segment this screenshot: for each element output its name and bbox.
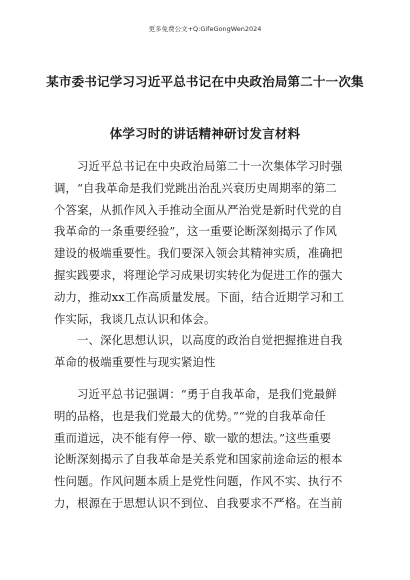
- paragraph-line: 明的品格，也是我们党最大的优势。”“党的自我革命任: [54, 408, 326, 423]
- document-body: [54, 156, 364, 515]
- paragraph-line: 个答案，从抓作风入手推动全面从严治党是新时代党的自: [54, 202, 343, 217]
- section-heading-line: 一、深化思想认识，以高度的政治自觉把握推进自我: [77, 333, 343, 348]
- paragraph-line: 建设的极端重要性。我们要深入领会其精神实质，准确把: [54, 246, 343, 261]
- header-note: 更多免费公文+Q:GifeGongWen2024: [148, 25, 262, 33]
- paragraph-line: 论断深刻揭示了自我革命是关系党和国家前途命运的根本: [54, 452, 343, 467]
- paragraph-line: 我革命的一条重要经验”，这一重要论断深刻揭示了作风: [54, 224, 337, 239]
- document-title-line-1: 某市委书记学习习近平总书记在中央政治局第二十一次集: [46, 74, 364, 89]
- paragraph-line: 习近平总书记强调：“勇于自我革命，是我们党最鲜: [77, 386, 337, 401]
- document-title-line-2: 体学习时的讲话精神研讨发言材料: [109, 126, 301, 141]
- paragraph-line: 握实践要求，将理论学习成果切实转化为促进工作的强大: [54, 267, 343, 282]
- paragraph-line: 性问题。作风问题本质上是党性问题，作风不实、执行不: [54, 474, 343, 489]
- paragraph-line: 重而道远，决不能有停一停、歇一歇的想法。”这些重要: [54, 430, 332, 445]
- section-heading-line: 革命的极端重要性与现实紧迫性: [54, 355, 216, 370]
- paragraph-line: 作实际，我谈几点认识和体会。: [54, 311, 216, 326]
- paragraph-spacer: [54, 374, 364, 384]
- paragraph-line: 力，根源在于思想认识不到位、自我要求不严格。在当前: [54, 495, 343, 510]
- paragraph-line: 动力，推动xx工作高质量发展。下面，结合近期学习和工: [54, 289, 345, 304]
- paragraph-line: 调，“自我革命是我们党跳出治乱兴衰历史周期率的第二: [54, 180, 337, 195]
- paragraph-line: 习近平总书记在中央政治局第二十一次集体学习时强: [77, 159, 343, 173]
